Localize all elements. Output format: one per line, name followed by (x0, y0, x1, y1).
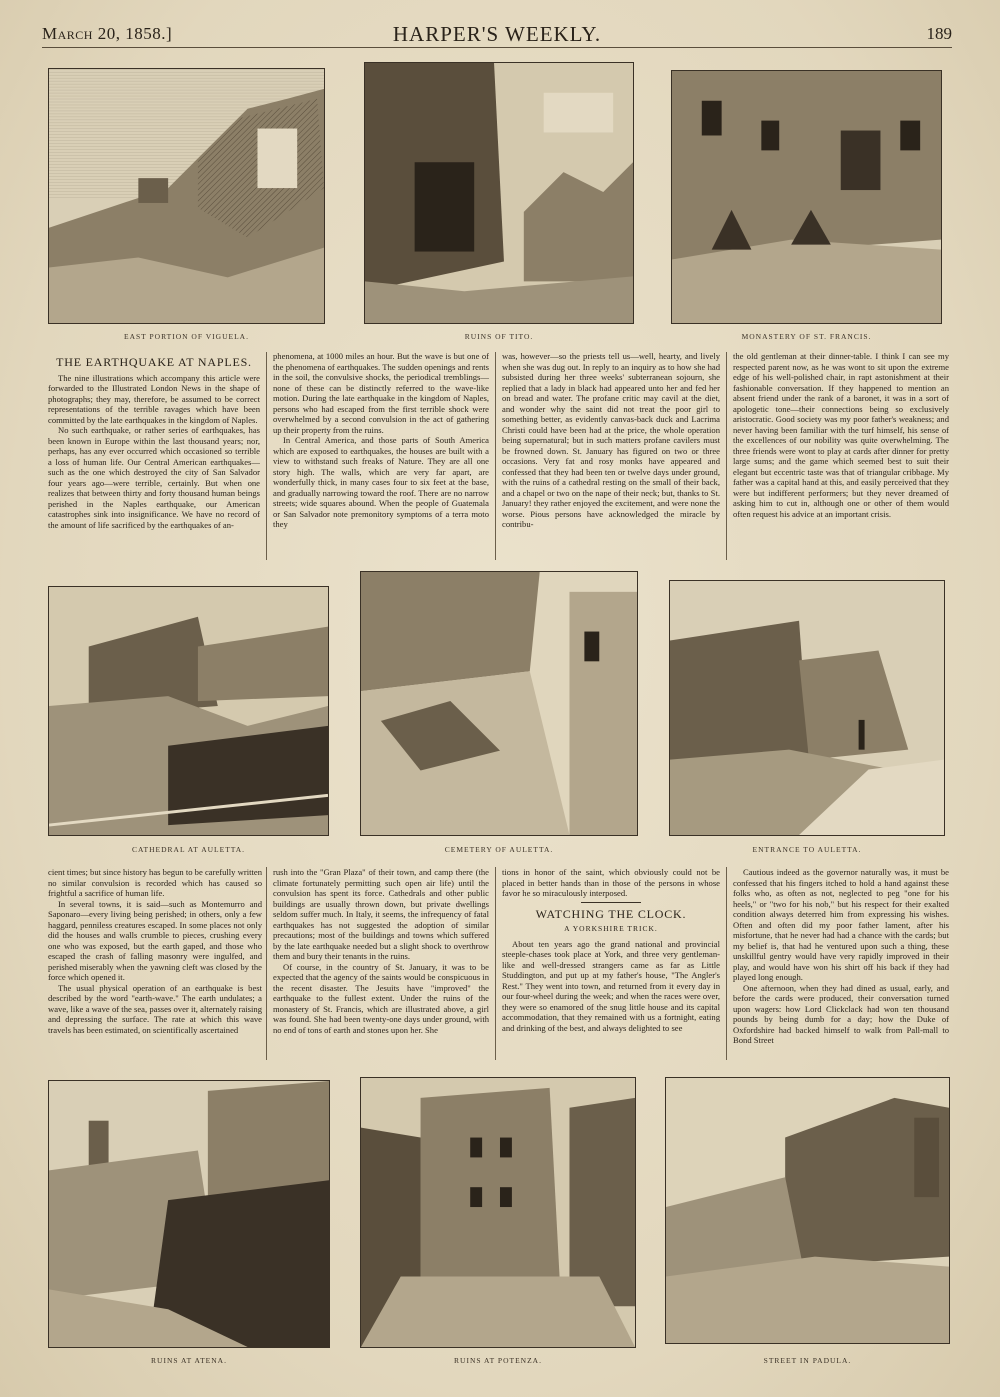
caption-ruins-at-potenza: RUINS AT POTENZA. (454, 1356, 542, 1365)
article-column-1 (48, 355, 260, 562)
lower-column-2 (273, 867, 489, 1061)
paragraph: The nine illustrations which accompany this article were forwarded to the Illustrated London News in the shape of photographs; they may, therefore, be assumed to be correct representations of the terrible ravages which have been committed by the late earthquakes in the kingdom of Naples. (48, 372, 260, 425)
paragraph: phenomena, at 1000 miles an hour. But the wave is but one of the phenomena of earthquakes. The sudden openings and rents in the soil, the convulsive shocks, the periodical tremblings—none of these can be distinctly referred to the wave-like motion. During the late earthquake in the kingdom of Naples, persons who had escaped from the first terrible shock were overwhelmed by a second convulsion in the act of gathering up their property from the ruins. (273, 351, 489, 435)
column-divider (495, 867, 496, 1060)
column-divider (726, 352, 727, 560)
caption-ruins-of-tito: RUINS OF TITO. (464, 332, 534, 341)
paragraph: rush into the "Gran Plaza" of their town, and camp there (the climate fortunately permitting such open air life) until the convulsion has spent its force. Cathedrals and other public buildings are usually thrown down, but private dwellings seldom suffer much. In Italy, it seems, the infrequency of fatal earthquakes has not suggested the adoption of similar precautions; most of the buildings and towns which suffered by the late earthquake needed but a slight shock to overthrow them and bury their tenants in the ruins. (273, 867, 489, 961)
column-divider (495, 352, 496, 560)
article-column-3 (502, 351, 720, 562)
article-column-4 (733, 351, 949, 562)
page-number: 189 (926, 24, 952, 43)
illustration-cathedral-at-auletta (48, 586, 329, 836)
paragraph: One afternoon, when they had dined as usual, early, and before the cards were produced, their conversation turned upon wagers: how Lord Clickclack had won ten thousand pounds by being dumb for a day; how the Duke of Oxfordshire had backed himself to walk from Pall-mall to Bond Street (733, 982, 949, 1045)
paragraph: Of course, in the country of St. January, it was to be expected that the agency of the saints would be conspicuous in the recent disaster. The Jesuits have "improved" the earthquake to the fullest extent. Under the ruins of the monastery of St. Francis, which are illustrated above, a girl was found. She had been twenty-one days under ground, with no end of tons of earth and stones upon her. She (273, 961, 489, 1035)
publication-title: HARPER'S WEEKLY. (392, 22, 602, 46)
lower-column-4 (733, 867, 949, 1061)
illustration-ruins-of-tito (364, 62, 634, 324)
illustration-east-portion-of-viguela (48, 68, 325, 324)
paragraph: cient times; but since history has begun to be carefully written no similar convulsion is recorded which has caused so frightful a sacrifice of human life. (48, 867, 262, 898)
illustration-ruins-at-potenza (360, 1077, 636, 1348)
column-divider (266, 352, 267, 560)
column-divider (266, 867, 267, 1060)
article-subtitle: A YORKSHIRE TRICK. (564, 924, 658, 933)
caption-entrance-to-auletta: ENTRANCE TO AULETTA. (752, 845, 862, 854)
paragraph: The usual physical operation of an earthquake is best described by the word "earth-wave." The earth undulates; a wave, like a wave of the sea, passes over it, alternately raising and depressing the surface. The rate at which this wave travels has been estimated, on scientifically ascertained (48, 982, 262, 1035)
lower-column-1 (48, 867, 262, 1061)
illustration-street-in-padula (665, 1077, 950, 1344)
illustration-cemetery-of-auletta (360, 571, 638, 836)
column-divider (726, 867, 727, 1060)
paragraph: tions in honor of the saint, which obviously could not be placed in better hands than in those of the persons in whose favor he so miraculously interposed. (502, 867, 720, 898)
caption-cathedral-at-auletta: CATHEDRAL AT AULETTA. (131, 845, 246, 854)
caption-ruins-at-atena: RUINS AT ATENA. (151, 1356, 227, 1365)
illustration-ruins-at-atena (48, 1080, 330, 1348)
paragraph: Cautious indeed as the governor naturally was, it must be confessed that his fingers itched to hold a hand against these folks who, as often as not, neglected to peg "one for his heels," or "two for his nob," but his respect for their exalted condition always deterred him from expressing his wishes. Often and often did my poor father lament, after his misfortune, that he never had had a chance with the cards; but my belief is, that had he ventured upon such a thing, these unskillful gentry would have very rapidly improved in their play, and would have won his shirt off his back if they had played long enough. (733, 867, 949, 982)
paragraph: the old gentleman at their dinner-table. I think I can see my respected parent now, as he was wont to sit upon the extreme edge of his well-polished chair, in rapt astonishment at their fashionable conversation. If they happened to mention an absent friend under the rank of a baronet, it was in a sort of apologetic tone—their connections being so exclusively aristocratic. Good society was my poor father's weakness; and never having been familiar with the turf himself, his sense of the excellences of our nobility was quite overwhelming. The three friends were wont to play at cards after dinner for pretty large sums; and the game which seemed best to suit their elegant but eccentric taste was that of triangular cribbage. My father was a capital hand at this, and easily perceived that they were but indifferent performers; but they never dreamed of asking him to cut in, although one or other of them would often request his advice at an important crisis. (733, 351, 949, 519)
illustration-entrance-to-auletta (669, 580, 945, 836)
paragraph: In Central America, and those parts of South America which are exposed to earthquakes, the houses are built with a view to withstand such freaks of Nature. They are all one story high. The walls, which are very far apart, are wonderfully thick, in many cases four to six feet at the base, and gradually narrowing toward the roof. There are no narrow streets; wide squares abound. When the people of Guatemala or San Salvador note premonitory symptoms of a terra moto they (273, 435, 489, 529)
paragraph: was, however—so the priests tell us—well, hearty, and lively when she was dug out. In reply to an inquiry as to how she had subsisted during her three weeks' subterranean sojourn, she replied that a lady in black had appeared unto her and fed her on bread and water. The profane critic may cavil at the diet, and wonder why the saint did not treat the poor girl to something better, as evidently canvas-back duck and Lacrima Christi could have been had at the price, the whole operation being supernatural; but in such matters profane cavilers must be frowned down. St. January has figured on two or three occasions. Very fat and rosy monks have appeared and confessed that they had been ten or twelve days under ground, with the ruins of a cathedral resting on the small of their back, and a chapel or two on the nape of their neck; but, thanks to St. January! they rather enjoyed the excitement, and were none the worse. Pious persons have acknowledged the miracle by contribu- (502, 351, 720, 529)
lower-column-3 (502, 867, 720, 1061)
caption-monastery-of-st-francis: MONASTERY OF ST. FRANCIS. (741, 332, 872, 341)
masthead (42, 22, 952, 48)
section-rule (581, 902, 641, 903)
illustration-monastery-of-st-francis (671, 70, 942, 324)
caption-cemetery-of-auletta: CEMETERY OF AULETTA. (444, 845, 554, 854)
caption-east-portion-of-viguela: EAST PORTION OF VIGUELA. (124, 332, 249, 341)
article-title-earthquake: THE EARTHQUAKE AT NAPLES. (56, 355, 252, 369)
paragraph: No such earthquake, or rather series of earthquakes, has been known in Europe within the last thousand years; nor, perhaps, has any ever occurred which occasioned so terrible a loss of human life. Our Central American earthquakes—such as the one which destroyed the city of San Salvador four years ago—were terrible, certainly. But when one realizes that between thirty and forty thousand human beings perished in the Naples earthquake, our American catastrophes sink into insignificance. We have no record of the amount of life sacrificed by the earthquakes of an- (48, 425, 260, 530)
issue-date: March 20, 1858.] (42, 24, 173, 43)
caption-street-in-padula: STREET IN PADULA. (763, 1356, 852, 1365)
paragraph: In several towns, it is said—such as Montemurro and Saponaro—every living being perished; in others, only a few haggard, penniless creatures escaped. In some places not only did the houses and walls crumble to pieces, crushing every one who was exposed, but the earth gaped, and those who escaped the crash of falling masonry were ingulfed, and perished miserably when the yawning cleft was closed by the force which opened it. (48, 898, 262, 982)
article-title-watching-the-clock: WATCHING THE CLOCK. (535, 906, 687, 921)
article-column-2 (273, 351, 489, 562)
paragraph: About ten years ago the grand national and provincial steeple-chases took place at York, and three very gentleman-like and well-dressed strangers came as far as Little Studdington, and put up at my father's house, "The Angler's Rest." They went into town, and returned from it every day in our four-wheel during the week; and when the races were over, they were so enamored of the snug little house and its capital accommodation, that they remained with us a fortnight, eating and drinking of the best, and always delighted to see (502, 938, 720, 1033)
